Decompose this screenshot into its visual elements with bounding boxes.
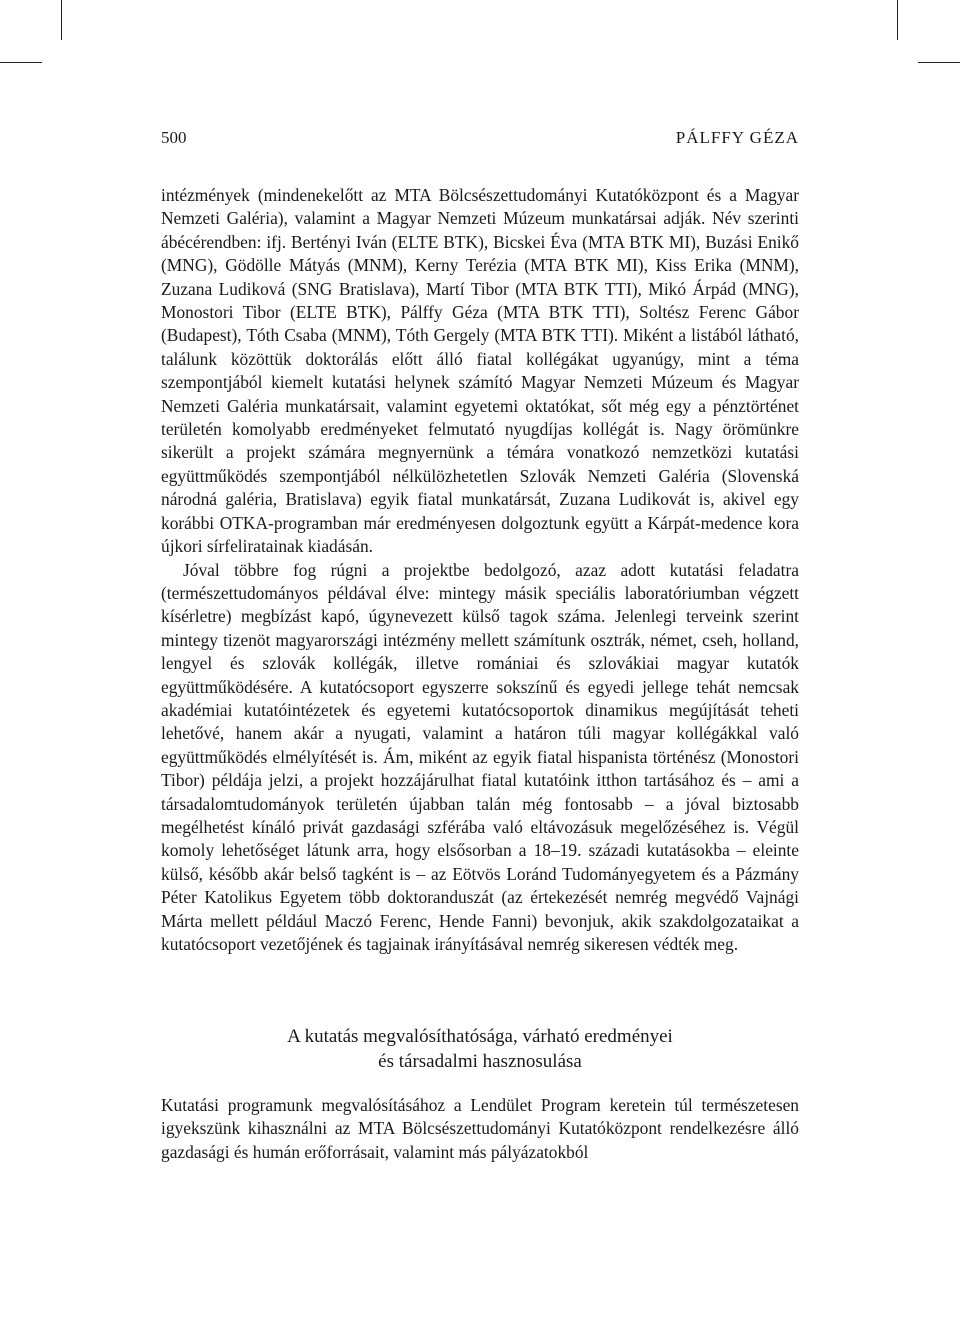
section-paragraph: Kutatási programunk megvalósításához a Lendület Program keretein túl természetesen igyekszünk kihasználni az MTA Bölcsészettudományi Kutatóközpont rendelkezésre álló gazdasági és humán erőforrásait, valamint más pályázatokból — [161, 1095, 799, 1162]
crop-mark-left — [0, 62, 42, 63]
body-text — [161, 184, 799, 956]
running-head: PÁLFFY GÉZA — [675, 128, 799, 147]
crop-mark-right — [918, 62, 960, 63]
section-heading-line-1: A kutatás megvalósíthatósága, várható eredményei — [287, 1026, 673, 1047]
section-heading — [161, 1024, 799, 1074]
paragraph-1: intézmények (mindenekelőtt az MTA Bölcsészettudományi Kutatóközpont és a Magyar Nemzeti Galéria), valamint a Magyar Nemzeti Múzeum munkatársai adják. Név szerinti ábécérendben: ifj. Bertényi Iván (ELTE BTK), Bicskei Éva (MTA BTK MI), Buzási Enikő (MNG), Gödölle Mátyás (MNM), Kerny Terézia (MTA BTK MI), Kiss Erika (MNM), Zuzana Ludiková (SNG Bratislava), Martí Tibor (MTA BTK TTI), Mikó Árpád (MNG), Monostori Tibor (ELTE BTK), Pálffy Géza (MTA BTK TTI), Soltész Ferenc Gábor (Budapest), Tóth Csaba (MNM), Tóth Gergely (MTA BTK TTI). Miként a listából látható, találunk közöttük doktorálás előtt álló fiatal kollégákat ugyanúgy, mint a téma szempontjából kiemelt kutatási helynek számító Magyar Nemzeti Múzeum és Magyar Nemzeti Galéria munkatársait, valamint egyetemi oktatókat, sőt még egy a pénztörténet területén komolyabb eredményeket felmutató nyugdíjas kollégát is. Nagy örömünkre sikerült a projekt számára megnyernünk a témára vonatkozó nemzetközi kutatási együttműködés szempontjából nélkülözhetetlen Szlovák Nemzeti Galéria (Slovenská národná galéria, Bratislava) egyik fiatal munkatársát, Zuzana Ludikovát is, akivel egy korábbi OTKA-programban már eredményesen dolgoztunk együtt a Kárpát-medence kora újkori sírfeliratainak kiadásán. — [161, 185, 799, 557]
paragraph-2: Jóval többre fog rúgni a projektbe bedolgozó, azaz adott kutatási feladatra (természettudományos példával élve: mintegy másik speciális laboratóriumban végzett kísérletre) megbízást kapó, úgynevezett külső tagok száma. Jelenlegi terveink szerint mintegy tizenöt magyarországi intézmény mellett számítunk osztrák, német, cseh, holland, lengyel és szlovák kollégák, illetve romániai és szlovákiai magyar kutatók együttműködésére. A kutatócsoport egyszerre sokszínű és egyedi jellege tehát nemcsak akadémiai kutatóintézetek és egyetemi kutatócsoportok dinamikus megújítását teheti lehetővé, hanem akár a nyugati, valamint a határon túli magyar kollégákkal való együttműködés elmélyítését is. Ám, miként az egyik fiatal hispanista történész (Monostori Tibor) példája jelzi, a projekt hozzájárulhat fiatal kutatóink itthon tartásához és – ami a társadalomtudományok területén újabban talán még fontosabb – a jóval biztosabb megélhetést kínáló privát gazdasági szférába való eltávozásuk megelőzéséhez is. Végül komoly lehetőséget látunk arra, hogy elsősorban a 18–19. századi kutatásokba – eleinte külső, később akár belső tagként is – az Eötvös Loránd Tudományegyetem és a Pázmány Péter Katolikus Egyetem több doktoranduszát (az értekezését nemrég megvédő Vajnági Márta mellett például Maczó Ferenc, Hende Fanni) bevonjuk, akik szakdolgozataikat a kutatócsoport vezetőjének és tagjainak irányításával nemrég sikeresen védték meg. — [161, 559, 799, 954]
section-body — [161, 1094, 799, 1164]
page-number: 500 — [161, 128, 187, 147]
crop-mark-top-left — [61, 0, 62, 40]
crop-mark-top-right — [897, 0, 898, 40]
section-heading-line-2: és társadalmi hasznosulása — [378, 1051, 582, 1072]
